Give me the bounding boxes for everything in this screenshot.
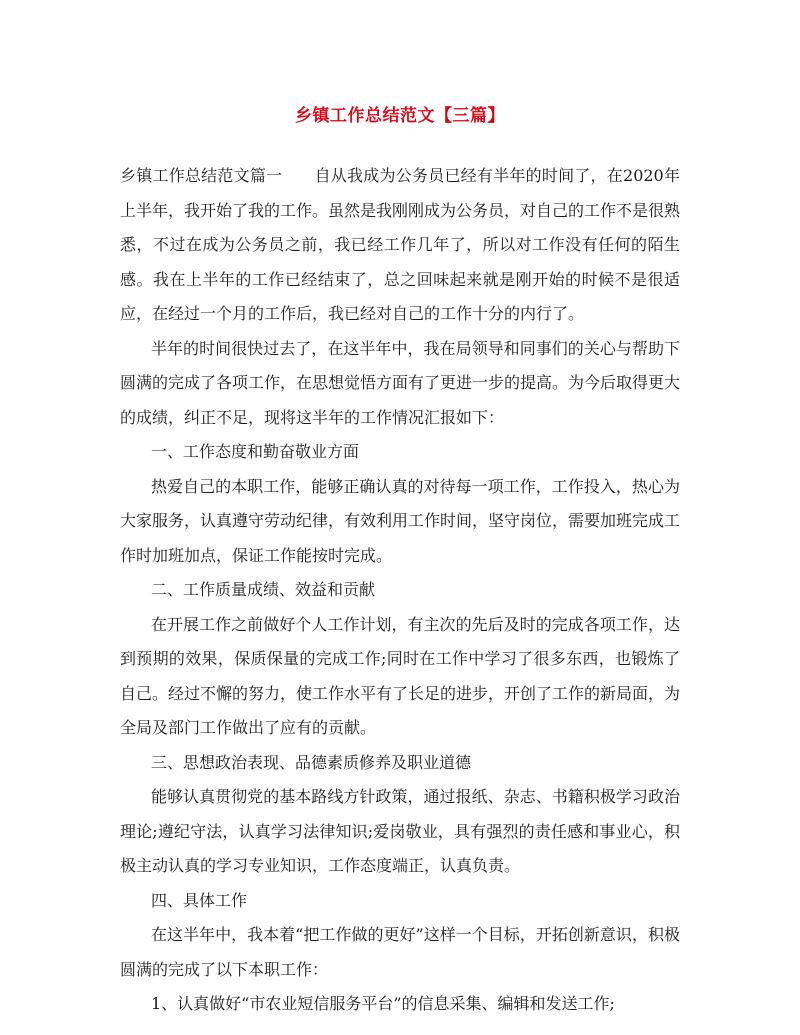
intro-paragraph (120, 159, 680, 332)
section-heading-1: 一、工作态度和勤奋敬业方面 (151, 442, 360, 461)
section-heading-3: 三、思想政治表现、品德素质修养及职业道德 (151, 752, 472, 772)
paragraph-attitude: 热爱自己的本职工作，能够正确认真的对待每一项工作，工作投入，热心为大家服务，认真遵守劳动纪律，有效利用工作时间，坚守岗位，需要加班完成工作时加班加点，保证工作能按时完成。 (120, 476, 681, 565)
paragraph-politics: 能够认真贯彻党的基本路线方针政策，通过报纸、杂志、书籍积极学习政治理论;遵纪守法，认真学习法律知识;爱岗敬业，具有强烈的责任感和事业心，积极主动认真的学习专业知识，工作态度端正，认真负责。 (120, 787, 680, 875)
section-heading-4: 四、具体工作 (151, 890, 248, 910)
intro-text: 自从我成为公务员已经有半年的时间了，在2020年上半年，我开始了我的工作。虽然是我刚刚成为公务员，对自己的工作不是很熟悉，不过在成为公务员之前，我已经工作几年了，所以对工作没有任何的陌生感。我在上半年的工作已经结束了，总之回味起来就是刚开始的时候不是很适应，在经过一个月的工作后，我已经对自己的工作十分的内行了。 (120, 166, 681, 323)
paragraph-summary: 半年的时间很快过去了，在这半年中，我在局领导和同事们的关心与帮助下圆满的完成了各项工作，在思想觉悟方面有了更进一步的提高。为今后取得更大的成绩，纠正不足，现将这半年的工作情况汇报如下： (120, 338, 681, 427)
intro-label: 乡镇工作总结范文篇一 (120, 166, 283, 185)
section-heading-2: 二、工作质量成绩、效益和贡献 (151, 580, 376, 599)
paragraph-specific-work: 在这半年中，我本着“把工作做的更好”这样一个目标，开拓创新意识，积极圆满的完成了以下本职工作： (120, 925, 680, 979)
paragraph-quality: 在开展工作之前做好个人工作计划，有主次的先后及时的完成各项工作，达到预期的效果，保质保量的完成工作;同时在工作中学习了很多东西，也锻炼了自己。经过不懈的努力，使工作水平有了长足的进步，开创了工作的新局面，为全局及部门工作做出了应有的贡献。 (120, 614, 681, 737)
document-title: 乡镇工作总结范文【三篇】 (295, 106, 505, 126)
list-item-1: 1、认真做好“市农业短信服务平台”的信息采集、编辑和发送工作; (151, 994, 615, 1013)
document-body (120, 159, 680, 1022)
